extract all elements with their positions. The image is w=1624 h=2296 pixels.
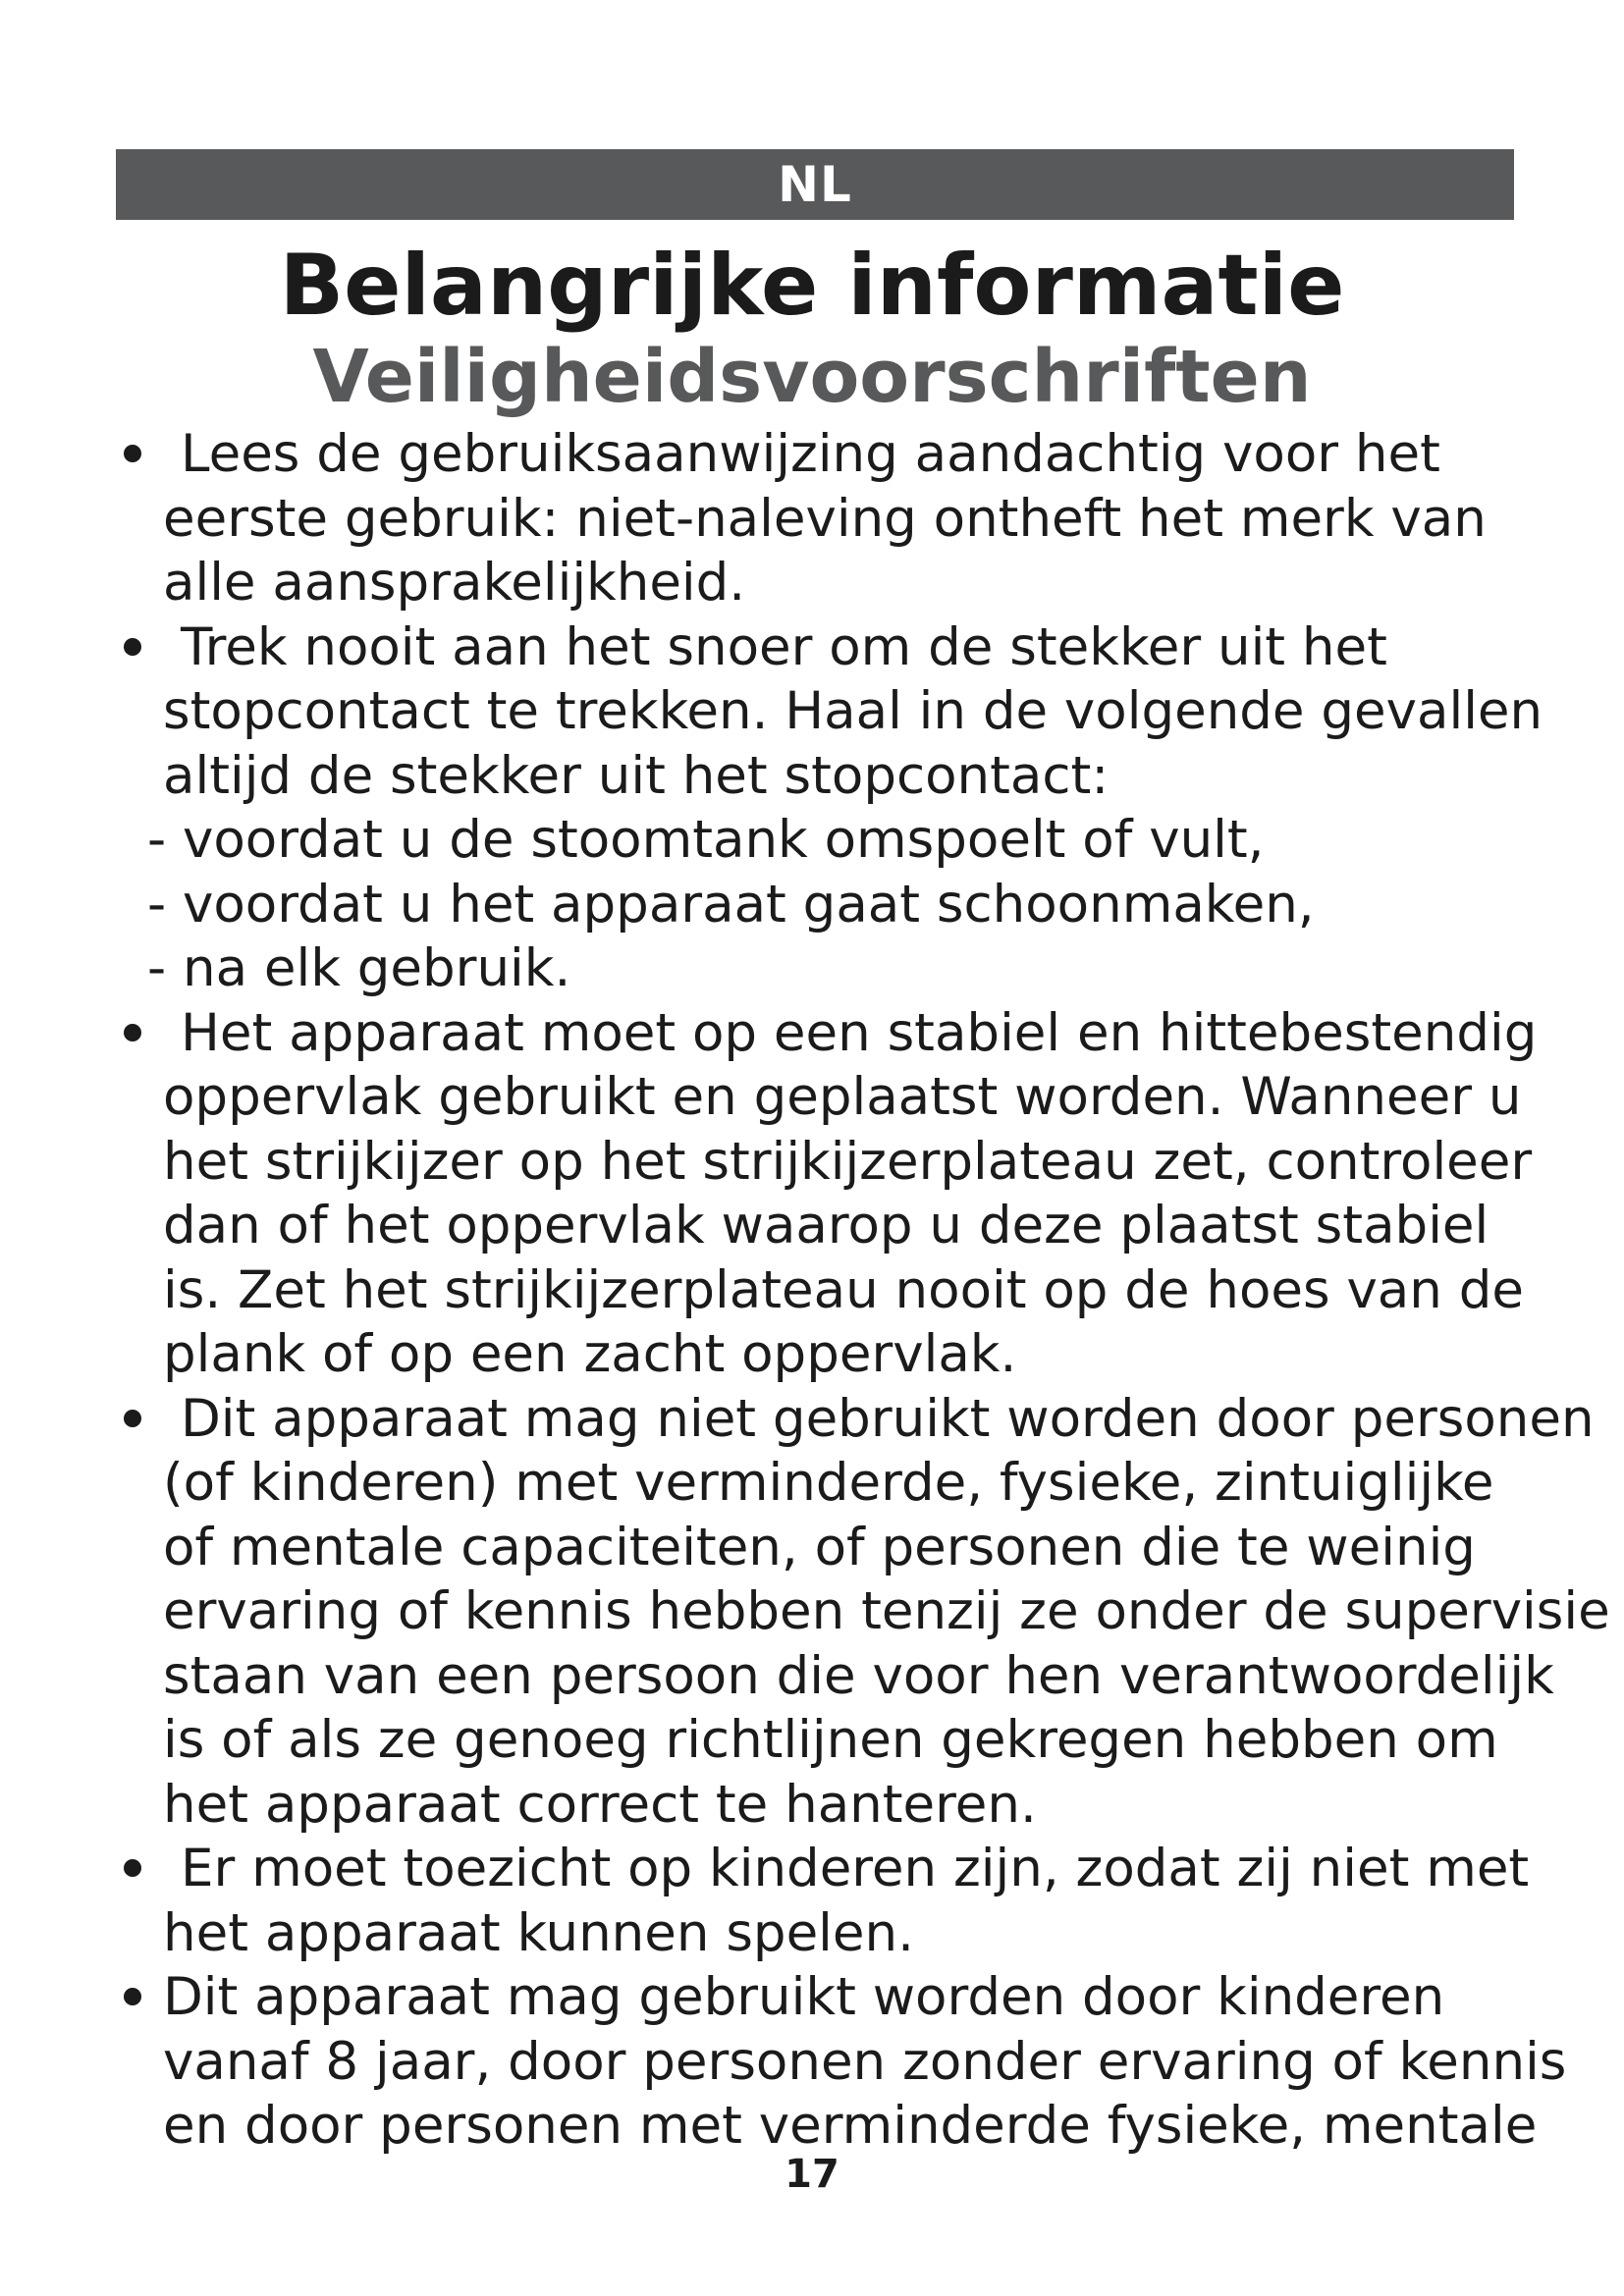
list-item-line: vanaf 8 jaar, door personen zonder ervaring of kennis: [163, 2031, 1567, 2092]
list-item-line: staan van een persoon die voor hen verantwoordelijk: [163, 1645, 1554, 1706]
bullet-icon: [116, 422, 163, 487]
bullet-icon: [116, 1965, 163, 2030]
list-item-line: of mentale capaciteiten, of personen die te weinig: [163, 1517, 1476, 1577]
list-item: [116, 1837, 1549, 1965]
list-item-line: is. Zet het strijkijzerplateau nooit op de hoes van de: [163, 1259, 1524, 1320]
list-item: [116, 1387, 1610, 1838]
sub-item: - voordat u het apparaat gaat schoonmaken,: [147, 874, 1315, 934]
list-item-line: eerste gebruik: niet-naleving ontheft het merk van: [163, 488, 1487, 549]
list-item-line: oppervlak gebruikt en geplaatst worden. Wanneer u: [163, 1067, 1522, 1127]
list-item-line: altijd de stekker uit het stopcontact:: [163, 745, 1110, 806]
list-item-line: is of als ze genoeg richtlijnen gekregen hebben om: [163, 1710, 1498, 1770]
list-item-line: (of kinderen) met verminderde, fysieke, zintuiglijke: [163, 1453, 1494, 1513]
page-number: 17: [785, 2152, 839, 2197]
list-item-line: Het apparaat moet op een stabiel en hittebestendig: [116, 1001, 1549, 1066]
list-item-line: ervaring of kennis hebben tenzij ze onder de supervisie: [163, 1581, 1610, 1641]
list-item: [116, 1965, 1567, 2159]
list-item-line: Er moet toezicht op kinderen zijn, zodat zij niet met: [116, 1837, 1549, 1901]
list-item-line: Dit apparaat mag gebruikt worden door kinderen: [116, 1965, 1549, 2030]
list-item-line: plank of op een zacht oppervlak.: [163, 1324, 1017, 1384]
list-item-line: het apparaat correct te hanteren.: [163, 1774, 1037, 1835]
list-item-line: Lees de gebruiksaanwijzing aandachtig voor het: [116, 422, 1549, 487]
list-item-line: dan of het oppervlak waarop u deze plaatst stabiel: [163, 1196, 1489, 1255]
bullet-icon: [116, 1837, 163, 1901]
list-item-line: alle aansprakelijkheid.: [163, 553, 746, 613]
bullet-icon: [116, 1387, 163, 1452]
list-item-line: het apparaat kunnen spelen.: [163, 1902, 914, 1963]
list-item: [116, 1001, 1549, 1387]
list-item-line: en door personen met verminderde fysieke, mentale: [163, 2096, 1538, 2156]
bullet-icon: [116, 615, 163, 680]
list-item-line: stopcontact te trekken. Haal in de volgende gevallen: [163, 681, 1543, 741]
sub-item: - na elk gebruik.: [147, 938, 571, 998]
safety-instructions-list: [116, 422, 1610, 2159]
bullet-icon: [116, 1001, 163, 1066]
list-item: [116, 422, 1549, 615]
page-title: Belangrijke informatie: [279, 237, 1345, 335]
language-code: NL: [778, 156, 852, 213]
list-item-line: Trek nooit aan het snoer om de stekker uit het: [116, 615, 1549, 680]
list-item: [116, 615, 1549, 1001]
list-item-line: het strijkijzer op het strijkijzerplateau zet, controleer: [163, 1131, 1533, 1192]
section-subtitle: Veiligheidsvoorschriften: [312, 335, 1312, 419]
list-item-line: Dit apparaat mag niet gebruikt worden door personen: [116, 1387, 1549, 1452]
language-banner: [116, 149, 1514, 220]
sub-item: - voordat u de stoomtank omspoelt of vult,: [147, 810, 1265, 870]
